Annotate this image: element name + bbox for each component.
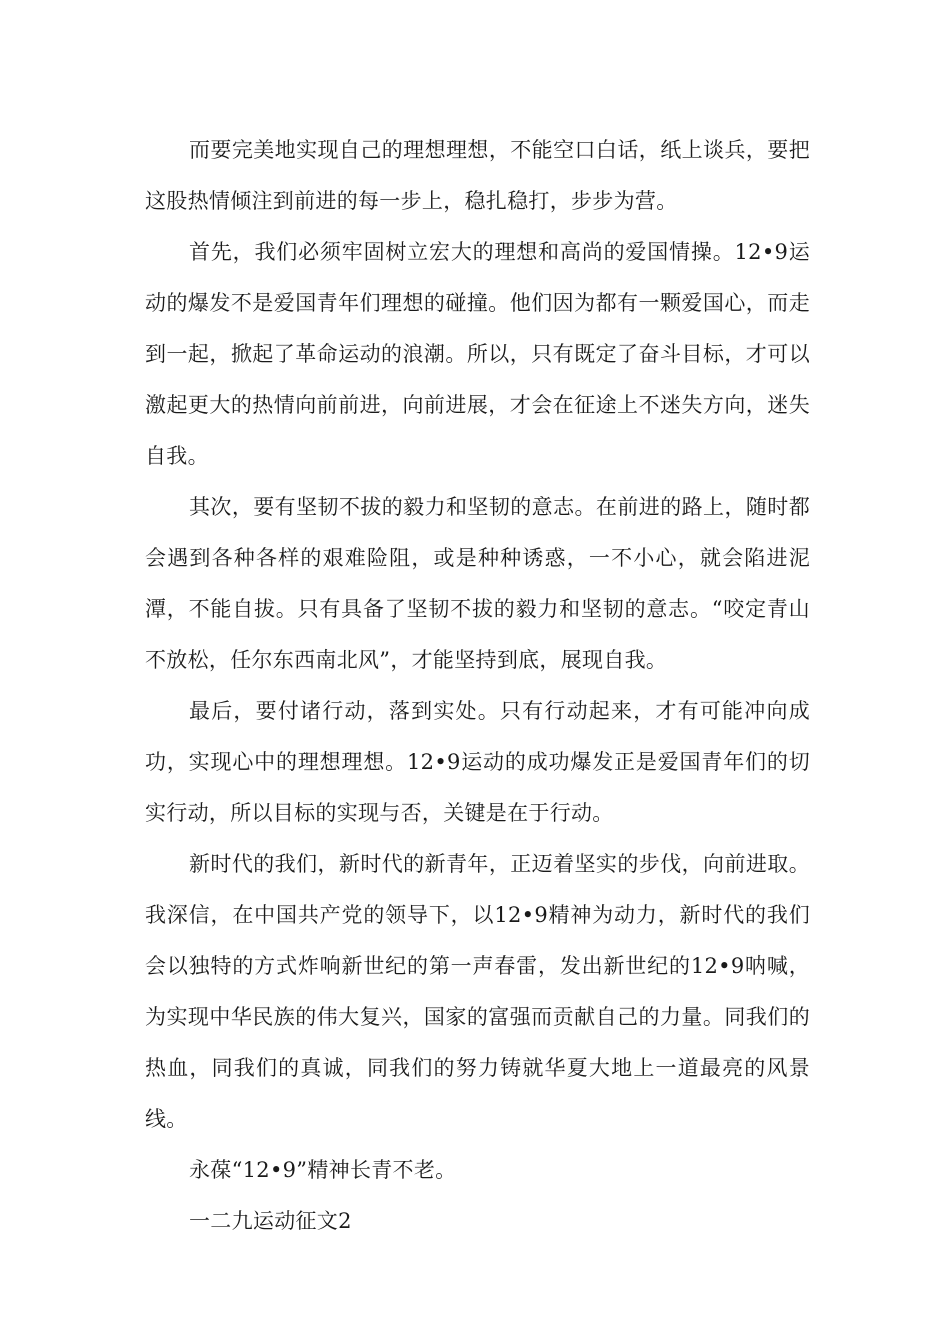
paragraph: 而要完美地实现自己的理想理想，不能空口白话，纸上谈兵，要把这股热情倾注到前进的每一步上，稳扎稳打，步步为营。: [145, 138, 810, 213]
paragraph: 其次，要有坚韧不拔的毅力和坚韧的意志。在前进的路上，随时都会遇到各种各样的艰难险阻，或是种种诱惑，一不小心，就会陷进泥潭，不能自拔。只有具备了坚韧不拔的毅力和坚韧的意志。“咬定青山不放松，任尔东西南北风”，才能坚持到底，展现自我。: [145, 495, 810, 672]
document-body: [145, 125, 810, 1247]
paragraph: 新时代的我们，新时代的新青年，正迈着坚实的步伐，向前进取。我深信，在中国共产党的领导下，以12•9精神为动力，新时代的我们会以独特的方式炸响新世纪的第一声春雷，发出新世纪的12•9呐喊，为实现中华民族的伟大复兴，国家的富强而贡献自己的力量。同我们的热血，同我们的真诚，同我们的努力铸就华夏大地上一道最亮的风景线。: [145, 852, 810, 1131]
paragraph: 永葆“12•9”精神长青不老。: [189, 1158, 457, 1182]
paragraph: 首先，我们必须牢固树立宏大的理想和高尚的爱国情操。12•9运动的爆发不是爱国青年们理想的碰撞。他们因为都有一颗爱国心，而走到一起，掀起了革命运动的浪潮。所以，只有既定了奋斗目标，才可以激起更大的热情向前前进，向前进展，才会在征途上不迷失方向，迷失自我。: [145, 240, 810, 468]
section-heading: 一二九运动征文2: [189, 1209, 352, 1233]
paragraph: 最后，要付诸行动，落到实处。只有行动起来，才有可能冲向成功，实现心中的理想理想。12•9运动的成功爆发正是爱国青年们的切实行动，所以目标的实现与否，关键是在于行动。: [145, 699, 810, 825]
